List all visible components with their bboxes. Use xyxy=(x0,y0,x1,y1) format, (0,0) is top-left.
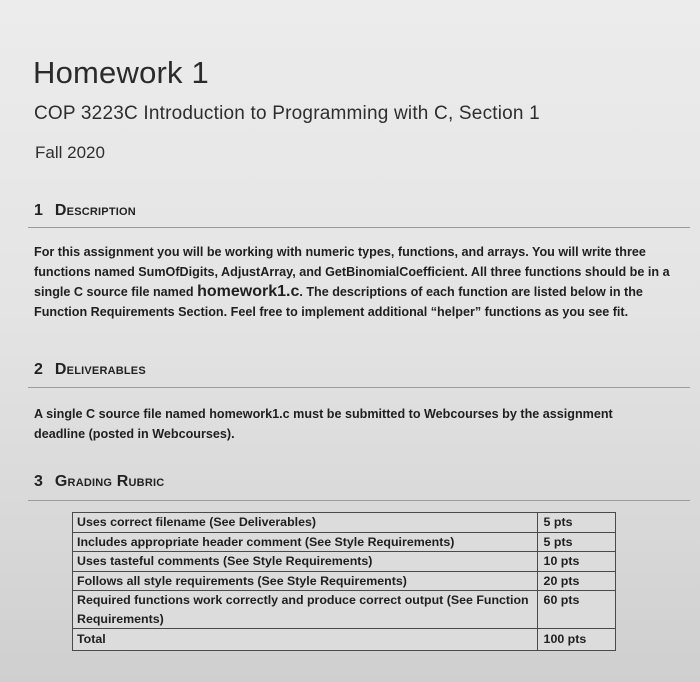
section-divider xyxy=(28,500,690,501)
description-paragraph xyxy=(34,243,684,322)
table-row xyxy=(73,513,616,533)
section-heading-deliverables xyxy=(34,361,146,379)
table-row-total xyxy=(73,629,616,651)
description-text-a: For this assignment you will be working with numeric types, functions, and arrays. You will write three functions named SumOfDigits, AdjustArray, and GetBinomialCoefficient. All three functions should be in a single C source file named xyxy=(34,245,670,299)
filename-emphasis: homework1.c xyxy=(197,283,300,300)
rubric-criterion: Uses tasteful comments (See Style Requirements) xyxy=(73,552,538,572)
page-title: Homework 1 xyxy=(33,55,209,90)
rubric-total-points: 100 pts xyxy=(537,629,615,651)
section-number: 2 xyxy=(34,361,43,378)
table-row xyxy=(73,532,616,552)
rubric-criterion: Follows all style requirements (See Style Requirements) xyxy=(73,571,538,591)
table-row xyxy=(73,552,616,572)
section-number: 3 xyxy=(34,473,43,490)
course-subtitle: COP 3223C Introduction to Programming with C, Section 1 xyxy=(34,103,540,124)
section-heading-description xyxy=(34,202,136,220)
rubric-points: 5 pts xyxy=(537,513,615,533)
grading-rubric-table xyxy=(72,512,616,651)
table-row xyxy=(73,591,616,629)
rubric-points: 60 pts xyxy=(537,591,615,629)
rubric-points: 10 pts xyxy=(537,552,615,572)
section-heading-rubric xyxy=(34,473,164,491)
term-label: Fall 2020 xyxy=(35,143,105,162)
section-title: Description xyxy=(54,202,136,219)
deliverables-paragraph: A single C source file named homework1.c must be submitted to Webcourses by the assignment deadline (posted in Webcourses). xyxy=(34,407,613,441)
rubric-criterion: Includes appropriate header comment (See Style Requirements) xyxy=(73,532,538,552)
section-divider xyxy=(28,227,690,228)
description-text-b: . The descriptions of each function are listed below in the Function Requirements Section. Feel free to implement additional “helper” functions as you see fit. xyxy=(34,285,643,319)
rubric-criterion: Required functions work correctly and produce correct output (See Function Requirements) xyxy=(73,591,538,629)
section-title: Grading Rubric xyxy=(54,473,165,490)
table-row xyxy=(73,571,616,591)
section-title: Deliverables xyxy=(54,361,146,378)
rubric-total-label: Total xyxy=(73,629,538,651)
rubric-points: 20 pts xyxy=(537,571,615,591)
section-divider xyxy=(28,387,690,388)
rubric-points: 5 pts xyxy=(537,532,615,552)
rubric-criterion: Uses correct filename (See Deliverables) xyxy=(73,513,538,533)
section-number: 1 xyxy=(34,202,43,219)
